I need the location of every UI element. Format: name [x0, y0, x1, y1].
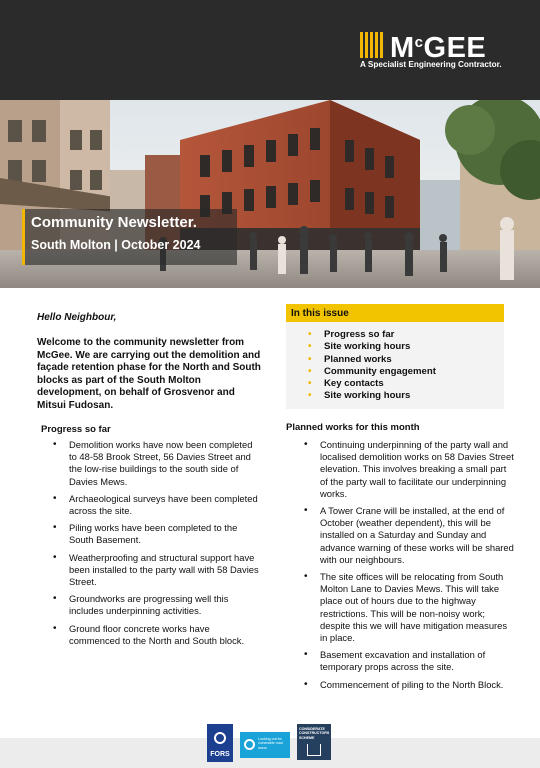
greeting: Hello Neighbour, [37, 312, 117, 323]
progress-list [37, 439, 262, 647]
right-column [286, 422, 514, 696]
hero-title-box [22, 209, 237, 265]
mcgee-logo [360, 30, 512, 72]
list-item: • Weatherproofing and structural support have been installed to the party wall with 58 Davies Street. [37, 552, 262, 589]
ccs-label: CONSIDERATE CONSTRUCTORS SCHEME [299, 727, 330, 740]
list-item: • Demolition works have now been completed to 48-58 Brook Street, 56 Davies Street and the low-rise buildings to the south side of Davies Mews. [37, 439, 262, 488]
in-this-issue-heading: In this issue [286, 304, 504, 322]
newsletter-title: Community Newsletter. [31, 214, 197, 231]
list-item: • Commencement of piling to the North Block. [286, 679, 514, 691]
progress-heading: Progress so far [41, 424, 111, 435]
fors-label: FORS [210, 751, 230, 758]
fors-icon [214, 732, 226, 744]
in-this-issue-list [286, 322, 504, 409]
list-item: • Piling works have been completed to the South Basement. [37, 522, 262, 546]
fors-logo [207, 724, 233, 762]
logo-tagline: A Specialist Engineering Contractor. [360, 60, 502, 69]
list-item: • Continuing underpinning of the party wall and localised demolition works on 58 Davies Street elevation. This involves breaking a small part of the party wall to facilitate our underpinning works. [286, 439, 514, 500]
considerate-constructors-logo [297, 724, 331, 760]
list-item: • Ground floor concrete works have commenced to the North and South block. [37, 623, 262, 647]
list-item: • Groundworks are progressing well this includes underpinning activities. [37, 593, 262, 617]
planned-works-list [286, 439, 514, 691]
issue-item: • Community engagement [286, 366, 504, 378]
issue-item: • Progress so far [286, 329, 504, 341]
list-item: • Basement excavation and installation of temporary props across the site. [286, 649, 514, 673]
planned-works-heading: Planned works for this month [286, 422, 420, 433]
list-item: • A Tower Crane will be installed, at the end of October (weather dependent), this will be installed on a Saturday and Sunday and advance warning of these works will be shared with our neighbours. [286, 505, 514, 566]
issue-item: • Site working hours [286, 390, 504, 402]
clocs-icon [244, 739, 255, 750]
list-item: • Archaeological surveys have been completed across the site. [37, 493, 262, 517]
clocs-logo [240, 732, 290, 758]
issue-item: • Planned works [286, 354, 504, 366]
page-header [0, 0, 540, 100]
logo-bars-icon [360, 32, 386, 58]
ccs-icon [307, 744, 321, 756]
list-item: • The site offices will be relocating from South Molton Lane to Davies Mews. This will take place out of hours due to the highway restrictions. This will be non-noisy work; despite this we will have mitigation measures in place. [286, 571, 514, 644]
hero-image [0, 100, 540, 288]
newsletter-subtitle: South Molton | October 2024 [31, 238, 201, 252]
in-this-issue-box [286, 304, 504, 409]
intro-paragraph: Welcome to the community newsletter from McGee. We are carrying out the demolition and façade retention phase for the North and South blocks as part of the South Molton development, on behalf of Grosvenor and Mitsui Fudosan. [37, 337, 261, 411]
logo-wordmark: $M^cGEE$ [390, 32, 487, 64]
clocs-label: Looking out for vulnerable road users [258, 737, 283, 750]
issue-item: • Site working hours [286, 341, 504, 353]
left-column [37, 312, 262, 652]
issue-item: • Key contacts [286, 378, 504, 390]
